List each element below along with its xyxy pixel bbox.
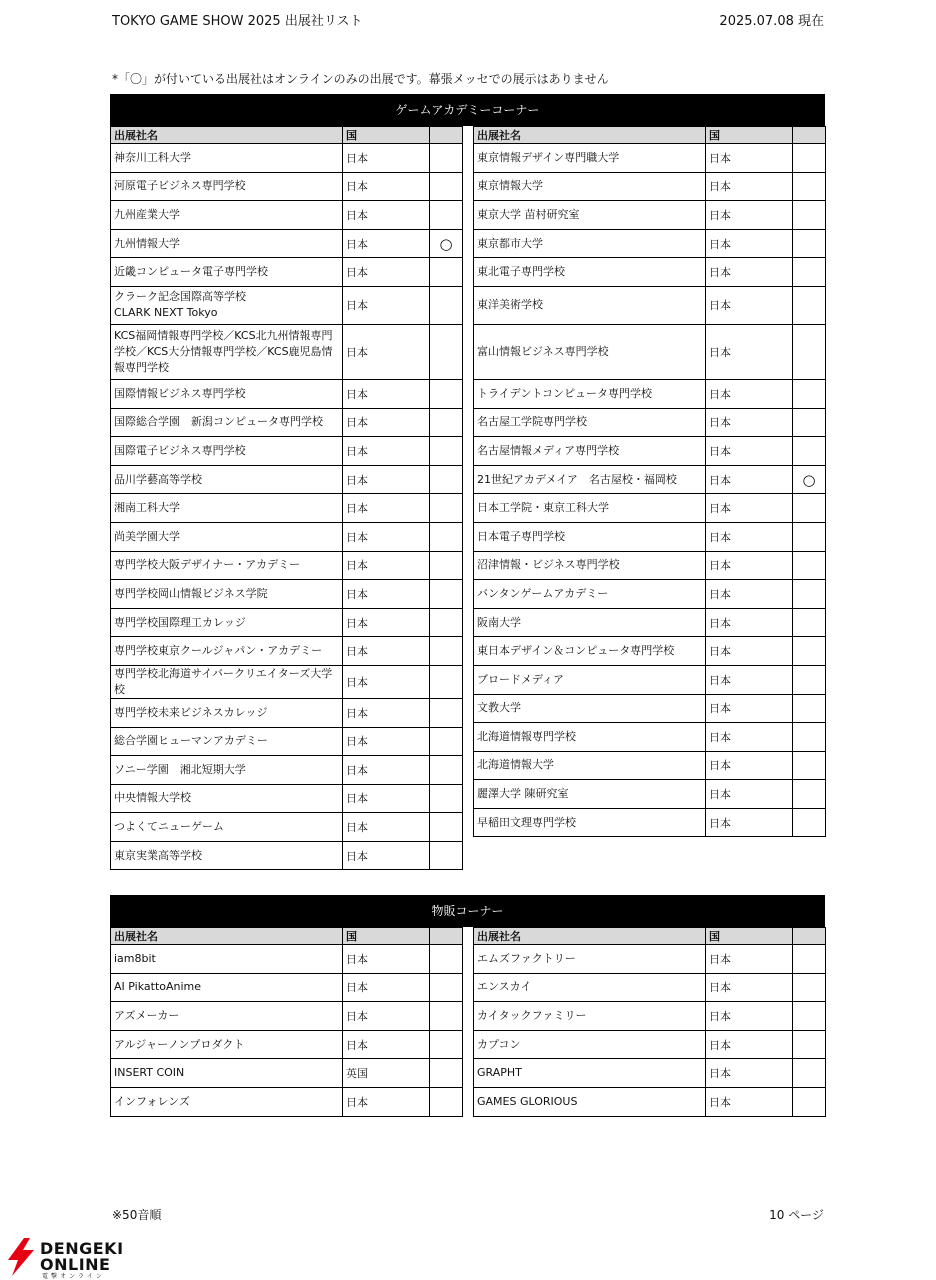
exhibitor-country: 日本 (343, 144, 430, 173)
online-only-mark (793, 1059, 826, 1088)
table-header-row (111, 928, 463, 945)
online-only-mark (793, 751, 826, 780)
exhibitor-name: カプコン (474, 1030, 706, 1059)
exhibitor-country: 日本 (706, 973, 793, 1002)
table-row (111, 665, 463, 698)
online-only-mark (793, 780, 826, 809)
exhibitor-country: 日本 (343, 286, 430, 324)
table-row (474, 144, 826, 173)
exhibitor-country: 日本 (343, 172, 430, 201)
exhibitor-country: 日本 (706, 723, 793, 752)
online-only-mark (430, 286, 463, 324)
exhibitor-country: 英国 (343, 1059, 430, 1088)
exhibitor-country: 日本 (343, 608, 430, 637)
logo-text-jp: 電撃オンライン (42, 1273, 105, 1280)
exhibitor-country: 日本 (706, 945, 793, 974)
exhibitor-name: 富山情報ビジネス専門学校 (474, 324, 706, 379)
table-row (111, 172, 463, 201)
online-only-mark (793, 608, 826, 637)
exhibitor-country: 日本 (343, 1087, 430, 1116)
table-row (111, 727, 463, 756)
online-only-mark (430, 727, 463, 756)
exhibitor-name: 東京都市大学 (474, 229, 706, 258)
table-row (474, 324, 826, 379)
online-only-mark (430, 1030, 463, 1059)
exhibitor-country: 日本 (706, 1002, 793, 1031)
table-row (111, 201, 463, 230)
exhibitor-name: 近畿コンピュータ電子専門学校 (111, 258, 343, 287)
table-row (111, 229, 463, 258)
exhibitor-country: 日本 (343, 1002, 430, 1031)
column-header-online (430, 127, 463, 144)
exhibitor-name: 東北電子専門学校 (474, 258, 706, 287)
table-row (111, 379, 463, 408)
exhibitor-country: 日本 (706, 286, 793, 324)
exhibitor-country: 日本 (706, 694, 793, 723)
online-only-mark (793, 258, 826, 287)
online-only-mark (430, 522, 463, 551)
exhibitor-name: INSERT COIN (111, 1059, 343, 1088)
exhibitor-name: 早稲田文理専門学校 (474, 808, 706, 837)
exhibitor-name: ブロードメディア (474, 665, 706, 694)
exhibitor-name: 東日本デザイン＆コンピュータ専門学校 (474, 637, 706, 666)
online-only-mark (793, 1087, 826, 1116)
exhibitor-country: 日本 (706, 580, 793, 609)
table-row (474, 379, 826, 408)
exhibitor-country: 日本 (706, 172, 793, 201)
table-row (111, 144, 463, 173)
exhibitor-country: 日本 (343, 258, 430, 287)
online-only-mark (430, 580, 463, 609)
online-only-mark (793, 172, 826, 201)
table-row (474, 408, 826, 437)
exhibitor-country: 日本 (343, 665, 430, 698)
table-header-row (474, 928, 826, 945)
exhibitor-country: 日本 (343, 408, 430, 437)
table-row (474, 694, 826, 723)
exhibitor-country: 日本 (343, 522, 430, 551)
table-row (111, 1030, 463, 1059)
online-only-mark (793, 580, 826, 609)
column-header-name: 出展社名 (111, 127, 343, 144)
exhibitor-country: 日本 (343, 229, 430, 258)
online-only-mark (793, 723, 826, 752)
exhibitor-name: 国際総合学園 新潟コンピュータ専門学校 (111, 408, 343, 437)
table-row (474, 580, 826, 609)
table-row (111, 494, 463, 523)
column-header-online (430, 928, 463, 945)
exhibitor-country: 日本 (706, 608, 793, 637)
exhibitor-name: 品川学藝高等学校 (111, 465, 343, 494)
online-only-mark (430, 379, 463, 408)
table-row (111, 1059, 463, 1088)
online-only-mark (430, 1059, 463, 1088)
exhibitor-name: エムズファクトリー (474, 945, 706, 974)
exhibitor-name: 東洋美術学校 (474, 286, 706, 324)
online-only-note: *「〇」が付いている出展社はオンラインのみの出展です。幕張メッセでの展示はありません (112, 72, 609, 86)
logo-text-dengeki: DENGEKI (40, 1239, 124, 1258)
online-only-mark (793, 973, 826, 1002)
online-only-mark: ○ (793, 465, 826, 494)
table-row (474, 437, 826, 466)
table-row (111, 522, 463, 551)
exhibitor-name: 神奈川工科大学 (111, 144, 343, 173)
online-only-mark (793, 1030, 826, 1059)
exhibitor-name: 21世紀アカデメイア 名古屋校・福岡校 (474, 465, 706, 494)
table-row (111, 437, 463, 466)
online-only-mark (430, 1087, 463, 1116)
game-academy-table-left (110, 126, 463, 870)
online-only-mark (430, 637, 463, 666)
exhibitor-country: 日本 (343, 324, 430, 379)
exhibitor-name: バンタンゲームアカデミー (474, 580, 706, 609)
column-header-name: 出展社名 (474, 127, 706, 144)
exhibitor-name: iam8bit (111, 945, 343, 974)
exhibitor-country: 日本 (343, 437, 430, 466)
section-banner-merchandise: 物販コーナー (110, 895, 825, 927)
exhibitor-name: トライデントコンピュータ専門学校 (474, 379, 706, 408)
exhibitor-country: 日本 (706, 229, 793, 258)
table-row (474, 551, 826, 580)
merchandise-table-right (473, 927, 826, 1117)
online-only-mark (430, 551, 463, 580)
online-only-mark (430, 201, 463, 230)
exhibitor-name: 専門学校大阪デザイナー・アカデミー (111, 551, 343, 580)
exhibitor-name: 専門学校東京クールジャパン・アカデミー (111, 637, 343, 666)
exhibitor-name: 専門学校岡山情報ビジネス学院 (111, 580, 343, 609)
table-header-row (474, 127, 826, 144)
table-row (111, 813, 463, 842)
exhibitor-name: 東京情報デザイン専門職大学 (474, 144, 706, 173)
online-only-mark (793, 324, 826, 379)
table-row (474, 808, 826, 837)
table-row (111, 698, 463, 727)
exhibitor-name: クラーク記念国際高等学校 CLARK NEXT Tokyo (111, 286, 343, 324)
exhibitor-name: 北海道情報専門学校 (474, 723, 706, 752)
online-only-mark (793, 229, 826, 258)
online-only-mark (430, 813, 463, 842)
table-row (474, 494, 826, 523)
exhibitor-country: 日本 (343, 727, 430, 756)
column-header-name: 出展社名 (474, 928, 706, 945)
exhibitor-name: 沼津情報・ビジネス専門学校 (474, 551, 706, 580)
table-row (474, 751, 826, 780)
exhibitor-country: 日本 (706, 522, 793, 551)
table-header-row (111, 127, 463, 144)
online-only-mark (430, 465, 463, 494)
online-only-mark (793, 437, 826, 466)
column-header-country: 国 (343, 928, 430, 945)
exhibitor-country: 日本 (343, 1030, 430, 1059)
exhibitor-name: 文教大学 (474, 694, 706, 723)
online-only-mark (430, 973, 463, 1002)
online-only-mark (793, 408, 826, 437)
online-only-mark (793, 808, 826, 837)
exhibitor-country: 日本 (706, 437, 793, 466)
exhibitor-name: 麗澤大学 陳研究室 (474, 780, 706, 809)
column-header-online (793, 127, 826, 144)
exhibitor-country: 日本 (706, 637, 793, 666)
exhibitor-country: 日本 (706, 408, 793, 437)
online-only-mark (793, 144, 826, 173)
exhibitor-name: 九州情報大学 (111, 229, 343, 258)
exhibitor-name: 国際電子ビジネス専門学校 (111, 437, 343, 466)
exhibitor-name: GAMES GLORIOUS (474, 1087, 706, 1116)
online-only-mark (430, 437, 463, 466)
table-row (474, 258, 826, 287)
exhibitor-country: 日本 (343, 637, 430, 666)
exhibitor-country: 日本 (706, 494, 793, 523)
online-only-mark: ○ (430, 229, 463, 258)
game-academy-table-right (473, 126, 826, 837)
exhibitor-name: ソニー学園 湘北短期大学 (111, 756, 343, 785)
table-row (111, 286, 463, 324)
online-only-mark (430, 408, 463, 437)
online-only-mark (793, 522, 826, 551)
exhibitor-name: KCS福岡情報専門学校／KCS北九州情報専門学校／KCS大分情報専門学校／KCS鹿児島情報専門学校 (111, 324, 343, 379)
online-only-mark (430, 144, 463, 173)
exhibitor-country: 日本 (706, 324, 793, 379)
online-only-mark (793, 551, 826, 580)
footer-sort-note: ※50音順 (112, 1208, 162, 1222)
column-header-country: 国 (706, 928, 793, 945)
online-only-mark (430, 698, 463, 727)
exhibitor-country: 日本 (706, 258, 793, 287)
exhibitor-name: 国際情報ビジネス専門学校 (111, 379, 343, 408)
exhibitor-name: AI PikattoAnime (111, 973, 343, 1002)
online-only-mark (793, 945, 826, 974)
table-row (474, 201, 826, 230)
exhibitor-country: 日本 (706, 144, 793, 173)
exhibitor-country: 日本 (343, 698, 430, 727)
header-title: TOKYO GAME SHOW 2025 出展社リスト (112, 14, 363, 29)
logo-text-online: ONLINE (40, 1255, 111, 1274)
online-only-mark (793, 201, 826, 230)
table-row (474, 1030, 826, 1059)
exhibitor-name: 日本工学院・東京工科大学 (474, 494, 706, 523)
exhibitor-name: 日本電子専門学校 (474, 522, 706, 551)
exhibitor-name: GRAPHT (474, 1059, 706, 1088)
table-row (111, 580, 463, 609)
exhibitor-name: 専門学校国際理工カレッジ (111, 608, 343, 637)
table-row (474, 780, 826, 809)
exhibitor-name: エンスカイ (474, 973, 706, 1002)
online-only-mark (430, 841, 463, 870)
exhibitor-name: 東京大学 苗村研究室 (474, 201, 706, 230)
exhibitor-country: 日本 (343, 465, 430, 494)
exhibitor-country: 日本 (343, 494, 430, 523)
online-only-mark (430, 324, 463, 379)
table-row (111, 465, 463, 494)
table-row (111, 841, 463, 870)
exhibitor-country: 日本 (706, 379, 793, 408)
online-only-mark (430, 172, 463, 201)
exhibitor-name: 東京情報大学 (474, 172, 706, 201)
table-row (111, 784, 463, 813)
exhibitor-name: 名古屋情報メディア専門学校 (474, 437, 706, 466)
table-row (111, 324, 463, 379)
exhibitor-country: 日本 (706, 751, 793, 780)
exhibitor-country: 日本 (706, 1087, 793, 1116)
exhibitor-name: アルジャーノンプロダクト (111, 1030, 343, 1059)
table-row (474, 1087, 826, 1116)
table-row (474, 1002, 826, 1031)
exhibitor-name: 九州産業大学 (111, 201, 343, 230)
online-only-mark (430, 784, 463, 813)
table-row (111, 258, 463, 287)
table-row (474, 945, 826, 974)
exhibitor-country: 日本 (343, 379, 430, 408)
section-banner-game-academy: ゲームアカデミーコーナー (110, 94, 825, 126)
online-only-mark (430, 665, 463, 698)
online-only-mark (793, 286, 826, 324)
exhibitor-country: 日本 (706, 780, 793, 809)
column-header-name: 出展社名 (111, 928, 343, 945)
online-only-mark (430, 258, 463, 287)
online-only-mark (430, 1002, 463, 1031)
table-row (474, 665, 826, 694)
online-only-mark (793, 379, 826, 408)
table-row (111, 637, 463, 666)
table-row (111, 945, 463, 974)
online-only-mark (430, 608, 463, 637)
column-header-country: 国 (343, 127, 430, 144)
exhibitor-name: 河原電子ビジネス専門学校 (111, 172, 343, 201)
exhibitor-name: 尚美学園大学 (111, 522, 343, 551)
page-number: 10 ページ (769, 1208, 824, 1222)
column-header-online (793, 928, 826, 945)
exhibitor-name: 東京実業高等学校 (111, 841, 343, 870)
dengeki-online-logo (4, 1238, 134, 1278)
table-row (474, 723, 826, 752)
table-row (474, 522, 826, 551)
table-row (111, 551, 463, 580)
exhibitor-country: 日本 (343, 580, 430, 609)
lightning-logo-icon (4, 1238, 38, 1276)
table-row (474, 637, 826, 666)
table-row (111, 1002, 463, 1031)
exhibitor-name: つよくてニューゲーム (111, 813, 343, 842)
exhibitor-country: 日本 (706, 201, 793, 230)
table-row (474, 286, 826, 324)
exhibitor-country: 日本 (343, 945, 430, 974)
table-row (474, 229, 826, 258)
table-row (111, 408, 463, 437)
exhibitor-name: アズメーカー (111, 1002, 343, 1031)
exhibitor-name: 阪南大学 (474, 608, 706, 637)
online-only-mark (430, 756, 463, 785)
table-row (474, 1059, 826, 1088)
online-only-mark (793, 665, 826, 694)
exhibitor-country: 日本 (706, 465, 793, 494)
exhibitor-name: 専門学校未来ビジネスカレッジ (111, 698, 343, 727)
online-only-mark (793, 1002, 826, 1031)
header-date: 2025.07.08 現在 (719, 14, 824, 29)
table-row (111, 1087, 463, 1116)
online-only-mark (430, 945, 463, 974)
exhibitor-name: 中央情報大学校 (111, 784, 343, 813)
table-row (111, 756, 463, 785)
exhibitor-country: 日本 (343, 973, 430, 1002)
exhibitor-name: 北海道情報大学 (474, 751, 706, 780)
table-row (111, 973, 463, 1002)
exhibitor-name: 湘南工科大学 (111, 494, 343, 523)
exhibitor-name: インフォレンズ (111, 1087, 343, 1116)
exhibitor-country: 日本 (343, 784, 430, 813)
online-only-mark (793, 637, 826, 666)
exhibitor-country: 日本 (706, 808, 793, 837)
exhibitor-country: 日本 (706, 1059, 793, 1088)
exhibitor-country: 日本 (343, 841, 430, 870)
exhibitor-country: 日本 (706, 551, 793, 580)
exhibitor-country: 日本 (706, 665, 793, 694)
table-row (111, 608, 463, 637)
exhibitor-name: 専門学校北海道サイバークリエイターズ大学校 (111, 665, 343, 698)
online-only-mark (793, 494, 826, 523)
table-row (474, 172, 826, 201)
exhibitor-name: 総合学園ヒューマンアカデミー (111, 727, 343, 756)
merchandise-table-left (110, 927, 463, 1117)
online-only-mark (430, 494, 463, 523)
exhibitor-country: 日本 (706, 1030, 793, 1059)
table-row (474, 608, 826, 637)
exhibitor-country: 日本 (343, 551, 430, 580)
exhibitor-country: 日本 (343, 756, 430, 785)
exhibitor-name: カイタックファミリー (474, 1002, 706, 1031)
exhibitor-country: 日本 (343, 813, 430, 842)
exhibitor-name: 名古屋工学院専門学校 (474, 408, 706, 437)
column-header-country: 国 (706, 127, 793, 144)
table-row (474, 973, 826, 1002)
online-only-mark (793, 694, 826, 723)
table-row (474, 465, 826, 494)
exhibitor-country: 日本 (343, 201, 430, 230)
